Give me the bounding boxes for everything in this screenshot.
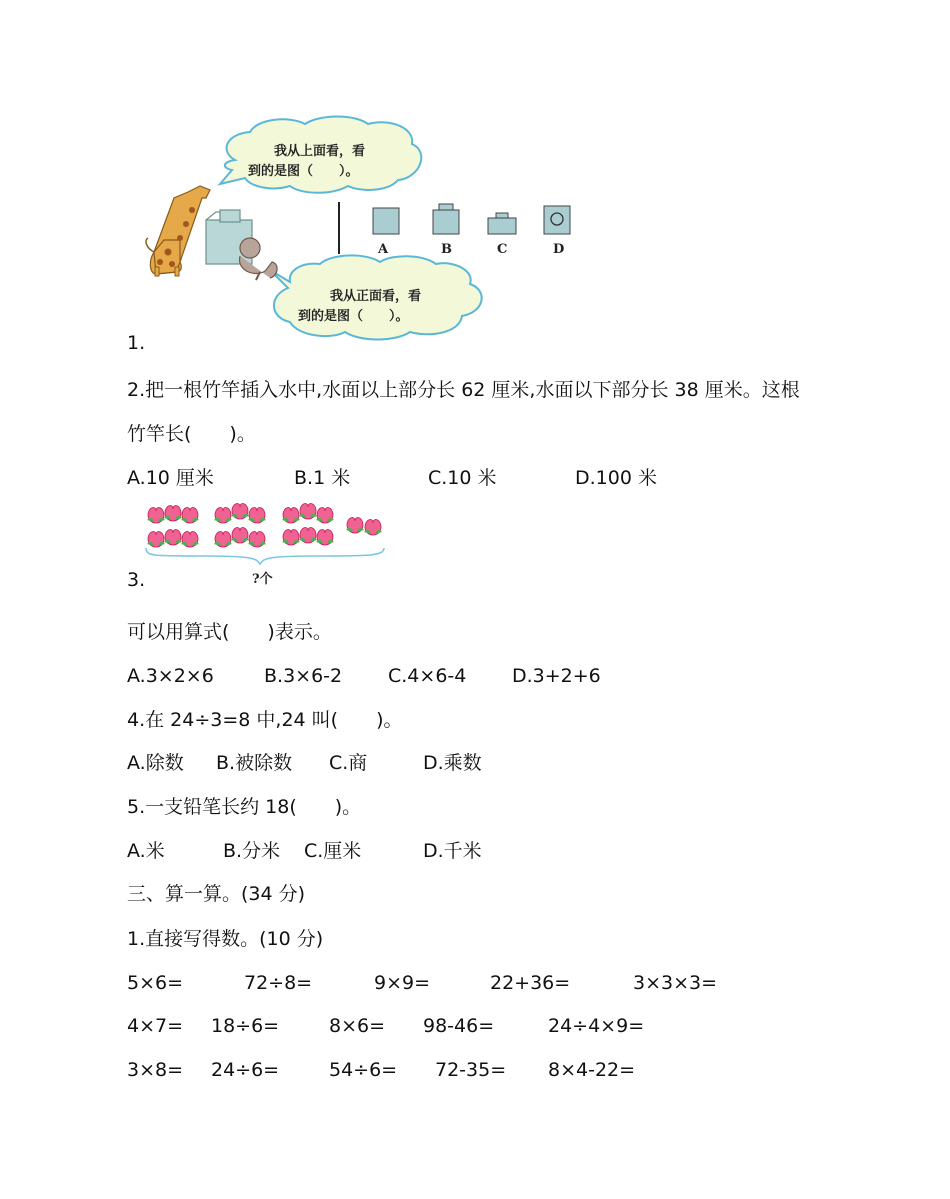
peach-group-3 <box>282 504 334 545</box>
q2-option-a: A.10 厘米 <box>127 467 214 489</box>
view-label-d: D <box>553 242 565 257</box>
q4-option-c: C.商 <box>329 752 368 774</box>
q3-figure <box>140 496 390 588</box>
q3-option-a: A.3×2×6 <box>127 665 214 687</box>
q5-option-b: B.分米 <box>223 840 281 862</box>
calc-item: 24÷4×9= <box>548 1015 645 1037</box>
giraffe-illustration <box>146 186 210 276</box>
q2-stem-line2: 竹竿长( )。 <box>127 423 256 445</box>
view-label-a: A <box>378 242 389 257</box>
calc-item: 98-46= <box>423 1015 495 1037</box>
calc-item: 3×3×3= <box>633 972 718 994</box>
q3-option-d: D.3+2+6 <box>512 665 601 687</box>
q2-option-d: D.100 米 <box>575 467 657 489</box>
q1-number: 1. <box>127 332 146 354</box>
q2-option-b: B.1 米 <box>294 467 351 489</box>
q3-option-b: B.3×6-2 <box>264 665 343 687</box>
view-option-c <box>488 213 516 234</box>
bubble-bottom-line1: 我从正面看，看 <box>330 289 422 304</box>
calc-item: 54÷6= <box>329 1059 398 1081</box>
calc-item: 24÷6= <box>211 1059 280 1081</box>
q3-option-c: C.4×6-4 <box>388 665 467 687</box>
q2-option-c: C.10 米 <box>428 467 497 489</box>
calc-item: 18÷6= <box>211 1015 280 1037</box>
calc-item: 72÷8= <box>244 972 313 994</box>
peach-group-2 <box>214 504 266 547</box>
q5-option-c: C.厘米 <box>304 840 362 862</box>
calc-item: 3×8= <box>127 1059 184 1081</box>
calc-item: 5×6= <box>127 972 184 994</box>
bubble-top-line1: 我从上面看，看 <box>274 144 366 159</box>
q3-number: 3. <box>127 569 146 591</box>
bubble-bottom-line2: 到的是图（ ）。 <box>298 309 409 324</box>
q5-option-d: D.千米 <box>423 840 482 862</box>
curly-brace <box>146 548 384 564</box>
q1-figure <box>140 112 590 344</box>
bubble-top-line2: 到的是图（ ）。 <box>248 164 359 179</box>
q4-stem: 4.在 24÷3=8 中,24 叫( )。 <box>127 709 403 731</box>
q4-option-a: A.除数 <box>127 752 184 774</box>
calc-item: 4×7= <box>127 1015 184 1037</box>
peach-group-4 <box>346 518 382 535</box>
q4-option-d: D.乘数 <box>423 752 482 774</box>
section3-sub1: 1.直接写得数。(10 分) <box>127 928 324 950</box>
q5-stem: 5.一支铅笔长约 18( )。 <box>127 796 362 818</box>
speech-bubble-top <box>220 117 421 193</box>
calc-item: 9×9= <box>374 972 431 994</box>
peach-group-1 <box>147 506 199 547</box>
q5-option-a: A.米 <box>127 840 165 862</box>
calc-item: 72-35= <box>435 1059 507 1081</box>
section3-title: 三、算一算。(34 分) <box>127 883 306 905</box>
q2-stem-line1: 2.把一根竹竿插入水中,水面以上部分长 62 厘米,水面以下部分长 38 厘米。这根 <box>127 379 800 401</box>
view-label-b: B <box>441 242 452 257</box>
calc-item: 8×6= <box>329 1015 386 1037</box>
calc-item: 8×4-22= <box>548 1059 636 1081</box>
q3-stem: 可以用算式( )表示。 <box>127 621 332 643</box>
view-option-d <box>544 206 570 234</box>
q4-option-b: B.被除数 <box>216 752 293 774</box>
view-option-a <box>373 208 399 234</box>
view-option-b <box>433 204 459 234</box>
brace-label: ?个 <box>252 572 273 587</box>
speech-bubble-bottom <box>270 255 482 339</box>
calc-item: 22+36= <box>490 972 571 994</box>
view-label-c: C <box>497 242 508 257</box>
